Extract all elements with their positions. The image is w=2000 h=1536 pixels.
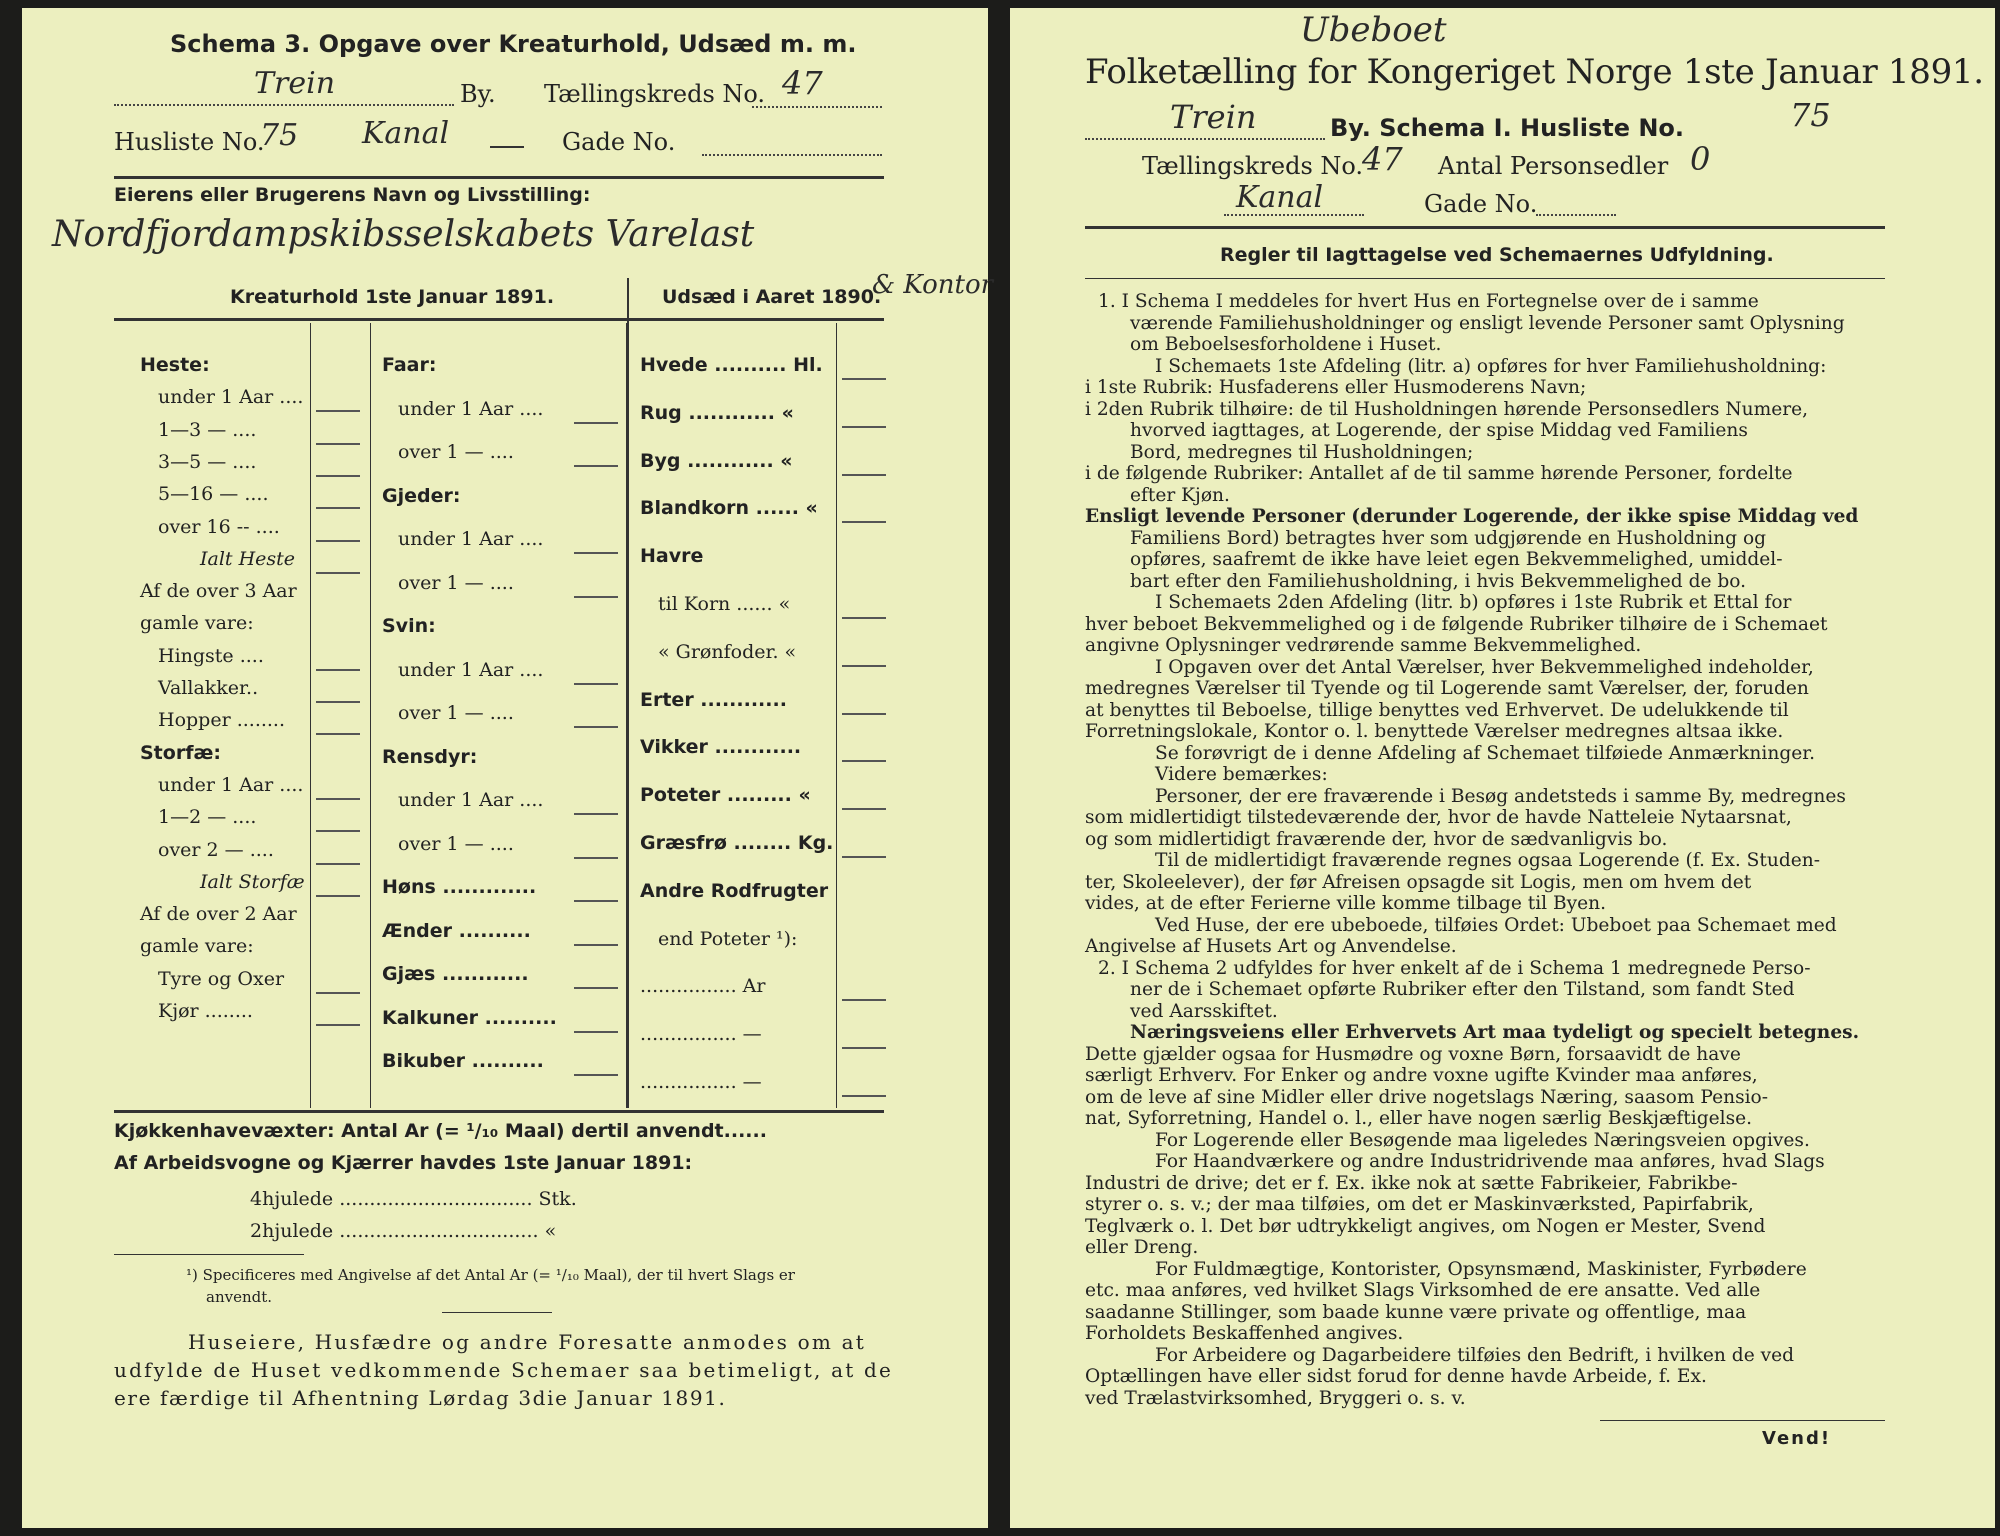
city-handwritten: Trein	[254, 66, 336, 101]
right-kreds-value: 47	[1362, 140, 1403, 178]
rule-line: For Logerende eller Besøgende maa ligeledes Næringsveien opgives.	[1155, 1129, 1810, 1151]
col3-divider	[836, 323, 837, 1108]
vend-rule	[1600, 1420, 1885, 1421]
gade-label: Gade No.	[562, 128, 676, 156]
right-page-schema-1	[1010, 8, 1995, 1528]
col3-value-line	[842, 808, 886, 810]
fire-hjulede: 4hjulede ................................ Stk.	[250, 1188, 577, 1210]
col2-row-label: Bikuber ..........	[382, 1050, 544, 1072]
col1-row-label: gamle vare:	[140, 935, 254, 958]
col1-value-line	[316, 410, 360, 412]
col3-row-label: ................ Ar	[640, 975, 766, 998]
col2-row-label: under 1 Aar ....	[398, 658, 544, 681]
right-title: Folketælling for Kongeriget Norge 1ste Januar 1891.	[1085, 52, 1984, 92]
col3-row-label: Havre	[640, 545, 704, 568]
rule-line: styrer o. s. v.; der maa tilføies, om det er Maskinværksted, Papirfabrik,	[1085, 1194, 1754, 1215]
col1-row-label: over 16 -- ....	[158, 515, 280, 538]
rule-line: hver beboet Bekvemmelighed og i de følgende Rubriker tilhøire de i Schemaet	[1085, 613, 1828, 635]
rule-line: opføres, saafremt de ikke have leiet egen Bekvemmelighed, umiddel-	[1130, 549, 1783, 570]
col2-row-label: Høns .............	[382, 876, 537, 898]
col3-row-label: til Korn ...... «	[658, 593, 791, 615]
rule-line: vides, at de efter Ferierne ville komme tilbage til Byen.	[1085, 893, 1607, 914]
kreds-label: Tællingskreds No.	[544, 80, 766, 108]
col1-row-label: gamle vare:	[140, 612, 254, 635]
col1-row-label: Tyre og Oxer	[158, 967, 285, 990]
rule-line: For Fuldmægtige, Kontorister, Opsynsmænd, Maskinister, Fyrbødere	[1155, 1258, 1807, 1280]
col2-row-label: over 1 — ....	[398, 441, 514, 463]
col2-row-label: over 1 — ....	[398, 832, 514, 855]
rule-line: I Schemaets 2den Afdeling (litr. b) opføres i 1ste Rubrik et Ettal for	[1155, 592, 1792, 613]
col2-value-line	[574, 683, 618, 685]
rule-line: Bord, medregnes til Husholdningen;	[1130, 441, 1474, 463]
col2-value-line	[574, 813, 618, 815]
right-street-handwritten: Kanal	[1236, 180, 1324, 215]
dash-mark	[490, 146, 524, 148]
regler-title: Regler til Iagttagelse ved Schemaernes Udfyldning.	[1220, 244, 1774, 266]
col3-value-line	[842, 856, 886, 858]
col2-row-label: Gjeder:	[382, 484, 461, 507]
right-gade-label: Gade No.	[1424, 190, 1538, 218]
col1-value-line	[316, 798, 360, 800]
rule-line: Forholdets Beskaffenhed angives.	[1085, 1323, 1404, 1344]
rule-line: efter Kjøn.	[1130, 484, 1230, 506]
rule-line: 1. I Schema I meddeles for hvert Hus en Fortegnelse over de i samme	[1098, 291, 1759, 312]
footnote-line-1: ¹) Specificeres med Angivelse af det Antal Ar (= ¹/₁₀ Maal), der til hvert Slags er	[186, 1266, 795, 1284]
rule-line: om de leve af sine Midler eller drive nogetslags Næring, saasom Pensio-	[1085, 1086, 1769, 1108]
closing-line-1: Huseiere, Husfædre og andre Foresatte anmodes om at	[188, 1330, 866, 1354]
rule-line: i 1ste Rubrik: Husfaderens eller Husmoderens Navn;	[1085, 377, 1587, 398]
col3-value-line	[842, 426, 886, 428]
vend-text: Vend!	[1762, 1428, 1832, 1449]
rule-line: Næringsveiens eller Erhvervets Art maa tydeligt og specielt betegnes.	[1130, 1022, 1860, 1043]
husliste-label: Husliste No.	[114, 128, 265, 156]
col3-value-line	[842, 617, 886, 619]
right-header-rule	[1085, 226, 1885, 229]
rule-line: Se forøvrigt de i denne Afdeling af Schemaet tilføiede Anmærkninger.	[1155, 742, 1815, 764]
right-husliste-value: 75	[1790, 96, 1831, 134]
col3-value-line	[842, 1095, 886, 1097]
col2-value-line	[574, 900, 618, 902]
col3-row-label: Andre Rodfrugter	[640, 879, 829, 902]
col1-value-divider	[310, 323, 311, 1108]
col2-row-label: Gjæs ............	[382, 963, 529, 985]
rule-line: hvorved iagttages, at Logerende, der spise Middag ved Familiens	[1130, 420, 1748, 441]
ubeboet-stamp: Ubeboet	[1300, 10, 1447, 50]
rule-line: Personer, der ere fraværende i Besøg andetsteds i samme By, medregnes	[1155, 785, 1846, 807]
col1-value-line	[316, 507, 360, 509]
col2-value-line	[574, 1031, 618, 1033]
rule-line: bart efter den Familiehusholdning, i hvis Bekvemmelighed de bo.	[1130, 570, 1747, 592]
right-street-dotted-line	[1224, 214, 1364, 216]
col2-row-label: over 1 — ....	[398, 702, 514, 724]
col2-value-line	[574, 1074, 618, 1076]
col3-row-label: Vikker ............	[640, 736, 802, 759]
owner-handwritten-2: & Kontor	[872, 270, 994, 300]
col2-row-label: Rensdyr:	[382, 745, 478, 768]
col1-row-label: Af de over 2 Aar	[140, 903, 297, 926]
col1-row-label: Ialt Storfæ	[200, 870, 305, 893]
col3-row-label: Blandkorn ...... «	[640, 497, 818, 520]
kreds-dotted-line	[752, 106, 882, 108]
col2-row-label: under 1 Aar ....	[398, 528, 544, 550]
col3-row-label: Rug ............ «	[640, 401, 794, 424]
antal-label: Antal Personsedler	[1438, 152, 1669, 180]
right-gade-dotted-line	[1536, 214, 1616, 216]
col1-value-line	[316, 830, 360, 832]
right-city-dotted-line	[1085, 138, 1325, 140]
footnote-rule	[114, 1254, 304, 1255]
col1-row-label: 1—3 — ....	[158, 418, 257, 441]
col1-row-label: Vallakker..	[158, 677, 259, 699]
left-page-schema-3	[22, 8, 994, 1528]
rule-line: saadanne Stillinger, som baade kunne være private og offentlige, maa	[1085, 1301, 1747, 1323]
col1-row-label: under 1 Aar ....	[158, 386, 304, 409]
table-top-rule	[114, 318, 884, 321]
col2-row-label: Svin:	[382, 615, 436, 637]
rule-line: Videre bemærkes:	[1155, 764, 1328, 785]
col1-row-label: Hingste ....	[158, 644, 264, 667]
rule-line: at benyttes til Beboelse, tillige benyttes ved Erhvervet. De udelukkende til	[1085, 699, 1789, 721]
table-divider	[627, 278, 629, 1108]
rule-line: nat, Syforretning, Handel o. l., eller have nogen særlig Beskjæftigelse.	[1085, 1108, 1753, 1129]
kreaturhold-header: Kreaturhold 1ste Januar 1891.	[230, 286, 555, 308]
col3-value-line	[842, 999, 886, 1001]
col1-value-line	[316, 992, 360, 994]
right-header-2: By. Schema I. Husliste No.	[1330, 114, 1685, 142]
col2-row-label: Ænder ..........	[382, 919, 531, 942]
rule-line: Optællingen have eller sidst forud for denne havde Arbeide, f. Ex.	[1085, 1366, 1707, 1387]
col2-value-line	[574, 987, 618, 989]
rule-line: om Beboelsesforholdene i Huset.	[1130, 334, 1442, 355]
antal-value: 0	[1690, 140, 1711, 178]
col1-row-label: 5—16 — ....	[158, 483, 269, 506]
right-kreds-label: Tællingskreds No.	[1142, 152, 1364, 180]
col2-value-line	[574, 726, 618, 728]
col1-value-line	[316, 669, 360, 671]
col1-row-label: Ialt Heste	[200, 547, 296, 570]
udsaed-header: Udsæd i Aaret 1890.	[662, 286, 882, 308]
owner-label: Eierens eller Brugerens Navn og Livsstilling:	[114, 184, 591, 206]
col3-row-label: ................ —	[640, 1023, 762, 1046]
city-label: By.	[460, 80, 496, 108]
col3-row-label: « Grønfoder. «	[658, 640, 797, 663]
rule-line: Teglværk o. l. Det bør udtrykkeligt angives, om Nogen er Mester, Svend	[1085, 1215, 1766, 1237]
col1-value-line	[316, 895, 360, 897]
rule-line: Industri de drive; det er f. Ex. ikke nok at sætte Fabrikeier, Fabrikbe-	[1085, 1172, 1738, 1194]
rule-line: i de følgende Rubriker: Antallet af de til samme hørende Personer, fordelte	[1085, 463, 1793, 484]
col1-row-label: under 1 Aar ....	[158, 773, 304, 796]
street-handwritten: Kanal	[362, 116, 450, 151]
kreds-value: 47	[782, 64, 823, 102]
arbeidsvogne-text: Af Arbeidsvogne og Kjærrer havdes 1ste Januar 1891:	[114, 1152, 693, 1174]
col3-value-line	[842, 521, 886, 523]
rule-line: ner de i Schemaet opførte Rubriker efter den Tilstand, som fandt Sted	[1130, 979, 1795, 1000]
col3-value-line	[842, 474, 886, 476]
col1-value-line	[316, 1024, 360, 1026]
col1-value-line	[316, 701, 360, 703]
col3-row-label: Erter ............	[640, 688, 787, 711]
col2-row-label: Kalkuner ..........	[382, 1006, 557, 1029]
rule-line: og som midlertidigt fraværende der, hvor de sædvanligvis bo.	[1085, 828, 1668, 850]
left-title: Schema 3. Opgave over Kreaturhold, Udsæd m. m.	[170, 30, 857, 58]
to-hjulede: 2hjulede ................................. «	[250, 1220, 557, 1242]
col1-value-line	[316, 443, 360, 445]
col3-row-label: Poteter ......... «	[640, 784, 811, 807]
col3-row-label: ................ —	[640, 1071, 762, 1093]
rule-line: Familiens Bord) betragtes hver som udgjørende en Husholdning og	[1130, 527, 1767, 549]
rule-line: som midlertidigt tilstedeværende der, hvor de havde Natteleie Nytaarsnat,	[1085, 807, 1792, 828]
col2-row-label: under 1 Aar ....	[398, 789, 544, 811]
rule-line: i 2den Rubrik tilhøire: de til Husholdningen hørende Personsedlers Numere,	[1085, 398, 1809, 420]
col1-row-label: Af de over 3 Aar	[140, 580, 297, 603]
col1-row-label: Hopper ........	[158, 709, 286, 732]
col3-row-label: Hvede .......... Hl.	[640, 354, 823, 376]
col2-value-line	[574, 857, 618, 859]
rule-line: eller Dreng.	[1085, 1237, 1199, 1258]
rule-line: medregnes Værelser til Tyende og til Logerende samt Værelser, der, foruden	[1085, 678, 1809, 699]
closing-line-2: udfylde de Huset vedkommende Schemaer saa betimeligt, at de	[114, 1358, 894, 1382]
col1-value-line	[316, 540, 360, 542]
col1-row-label: 3—5 — ....	[158, 450, 257, 473]
rule-line: særligt Erhverv. For Enker og andre voxne ugifte Kvinder maa anføres,	[1085, 1065, 1758, 1086]
col2-row-label: under 1 Aar ....	[398, 397, 544, 420]
col1-row-label: Heste:	[140, 354, 210, 376]
footnote-line-2: anvendt.	[206, 1288, 273, 1306]
rule-line: I Schemaets 1ste Afdeling (litr. a) opføres for hver Familiehusholdning:	[1155, 355, 1827, 377]
city-dotted-line	[114, 104, 454, 106]
rule-line: ter, Skoleelever), der før Afreisen opsagde sit Logis, men om hvem det	[1085, 871, 1752, 893]
rule-line: 2. I Schema 2 udfyldes for hver enkelt af de i Schema 1 medregnede Perso-	[1098, 957, 1811, 979]
col2-value-line	[574, 552, 618, 554]
col2-row-label: Faar:	[382, 354, 437, 376]
closing-rule	[442, 1312, 552, 1313]
col1-row-label: over 2 — ....	[158, 838, 274, 861]
rule-line: Forretningslokale, Kontor o. l. benyttede Værelser medregnes altsaa ikke.	[1085, 721, 1784, 742]
rule-line: I Opgaven over det Antal Værelser, hver Bekvemmelighed indeholder,	[1155, 656, 1814, 678]
rule-line: Ved Huse, der ere ubeboede, tilføies Ordet: Ubeboet paa Schemaet med	[1155, 914, 1837, 936]
col2-value-line	[574, 465, 618, 467]
header-rule	[114, 176, 884, 179]
col2-value-line	[574, 944, 618, 946]
col3-value-line	[842, 665, 886, 667]
col2-value-line	[574, 422, 618, 424]
rule-line: værende Familiehusholdninger og ensligt levende Personer samt Oplysning	[1130, 312, 1845, 334]
col1-row-label: 1—2 — ....	[158, 806, 257, 829]
rule-line: Angivelse af Husets Art og Anvendelse.	[1085, 936, 1457, 957]
col3-row-label: Græsfrø ........ Kg.	[640, 832, 834, 854]
col1-row-label: Kjør ........	[158, 1000, 253, 1022]
col3-value-line	[842, 760, 886, 762]
col3-value-line	[842, 1047, 886, 1049]
rule-line: etc. maa anføres, ved hvilket Slags Virksomhed de ere ansatte. Ved alle	[1085, 1280, 1761, 1301]
col3-row-label: end Poteter ¹):	[658, 927, 798, 950]
rule-line: angivne Oplysninger vedrørende samme Bekvemmelighed.	[1085, 635, 1642, 656]
regler-rule	[1085, 278, 1885, 279]
rule-line: For Arbeidere og Dagarbeidere tilføies den Bedrift, i hvilken de ved	[1155, 1344, 1795, 1366]
col1-value-line	[316, 475, 360, 477]
rule-line: Til de midlertidigt fraværende regnes ogsaa Logerende (f. Ex. Studen-	[1155, 850, 1821, 871]
husliste-value: 75	[260, 118, 299, 153]
col1-value-line	[316, 572, 360, 574]
rule-line: ved Trælastvirksomhed, Bryggeri o. s. v.	[1085, 1387, 1466, 1409]
col1-value-line	[316, 733, 360, 735]
table-bottom-rule	[114, 1110, 884, 1113]
right-city-handwritten: Trein	[1170, 98, 1257, 136]
rule-line: Ensligt levende Personer (derunder Logerende, der ikke spise Middag ved	[1085, 506, 1859, 527]
col1-value-line	[316, 863, 360, 865]
col2-row-label: over 1 — ....	[398, 571, 514, 594]
col2-divider	[626, 323, 627, 1108]
closing-line-3: ere færdige til Afhentning Lørdag 3die Januar 1891.	[114, 1386, 727, 1410]
col3-value-line	[842, 378, 886, 380]
gade-dotted-line	[702, 154, 882, 156]
rule-line: Dette gjælder ogsaa for Husmødre og voxne Børn, forsaavidt de have	[1085, 1043, 1741, 1065]
col3-row-label: Byg ............ «	[640, 449, 793, 472]
col1-row-label: Storfæ:	[140, 741, 221, 764]
kjokkenhave-text: Kjøkkenhavevæxter: Antal Ar (= ¹/₁₀ Maal) dertil anvendt......	[114, 1120, 767, 1142]
rule-line: For Haandværkere og andre Industridrivende maa anføres, hvad Slags	[1155, 1151, 1825, 1172]
col2-value-line	[574, 596, 618, 598]
col3-value-line	[842, 713, 886, 715]
rule-line: ved Aarsskiftet.	[1130, 1000, 1278, 1022]
owner-handwritten: Nordfjordampskibsselskabets Varelast	[52, 214, 755, 255]
col1-divider	[370, 323, 371, 1108]
